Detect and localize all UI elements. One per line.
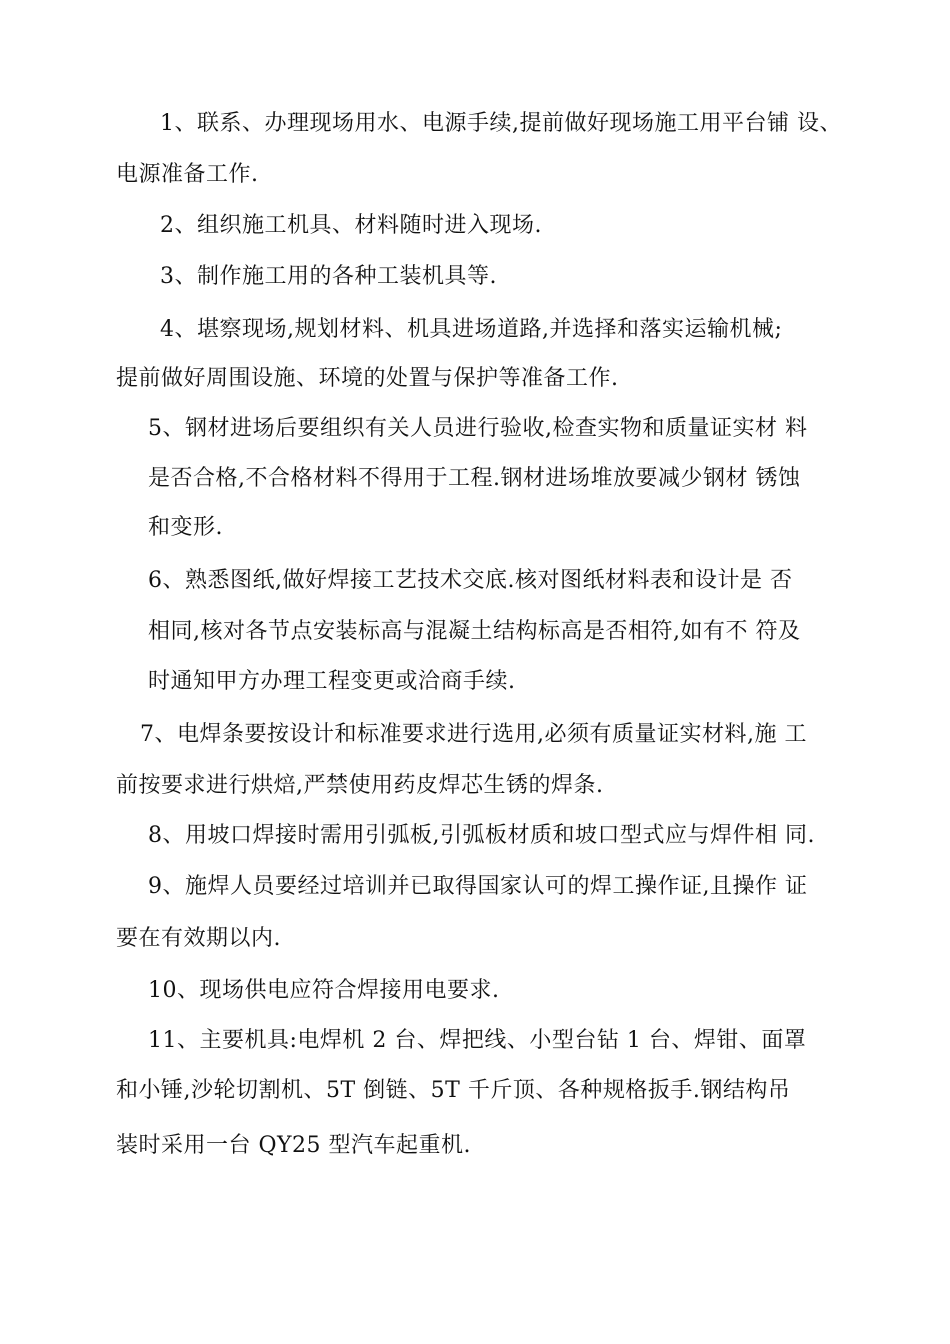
text-line-18: 10、现场供电应符合焊接用电要求. (148, 978, 500, 1003)
text-line-17: 要在有效期以内. (116, 926, 281, 951)
text-line-11: 相同,核对各节点安装标高与混凝土结构标高是否相符,如有不 符及 (148, 619, 801, 644)
text-line-16: 9、施焊人员要经过培训并已取得国家认可的焊工操作证,且操作 证 (148, 874, 808, 899)
text-line-7: 5、钢材进场后要组织有关人员进行验收,检查实物和质量证实材 料 (148, 416, 808, 441)
text-line-1: 1、联系、办理现场用水、电源手续,提前做好现场施工用平台铺 设、 (160, 111, 842, 136)
text-line-15: 8、用坡口焊接时需用引弧板,引弧板材质和坡口型式应与焊件相 同. (148, 823, 815, 848)
text-line-8: 是否合格,不合格材料不得用于工程.钢材进场堆放要减少钢材 锈蚀 (148, 466, 801, 491)
text-line-13: 7、电焊条要按设计和标准要求进行选用,必须有质量证实材料,施 工 (140, 722, 807, 747)
text-line-19: 11、主要机具:电焊机 2 台、焊把线、小型台钻 1 台、焊钳、面罩 (148, 1028, 807, 1053)
text-line-6: 提前做好周围设施、环境的处置与保护等准备工作. (116, 366, 619, 391)
text-line-21: 装时采用一台 QY25 型汽车起重机. (116, 1133, 472, 1158)
text-line-10: 6、熟悉图纸,做好焊接工艺技术交底.核对图纸材料表和设计是 否 (148, 568, 793, 593)
text-line-2: 电源准备工作. (116, 162, 259, 187)
text-line-12: 时通知甲方办理工程变更或洽商手续. (148, 669, 516, 694)
text-line-5: 4、堪察现场,规划材料、机具进场道路,并选择和落实运输机械; (160, 317, 783, 342)
text-line-20: 和小锤,沙轮切割机、5T 倒链、5T 千斤顶、各种规格扳手.钢结构吊 (116, 1078, 791, 1103)
text-line-9: 和变形. (148, 515, 223, 540)
text-line-3: 2、组织施工机具、材料随时进入现场. (160, 213, 542, 238)
text-line-14: 前按要求进行烘焙,严禁使用药皮焊芯生锈的焊条. (116, 773, 604, 798)
text-line-4: 3、制作施工用的各种工装机具等. (160, 264, 497, 289)
